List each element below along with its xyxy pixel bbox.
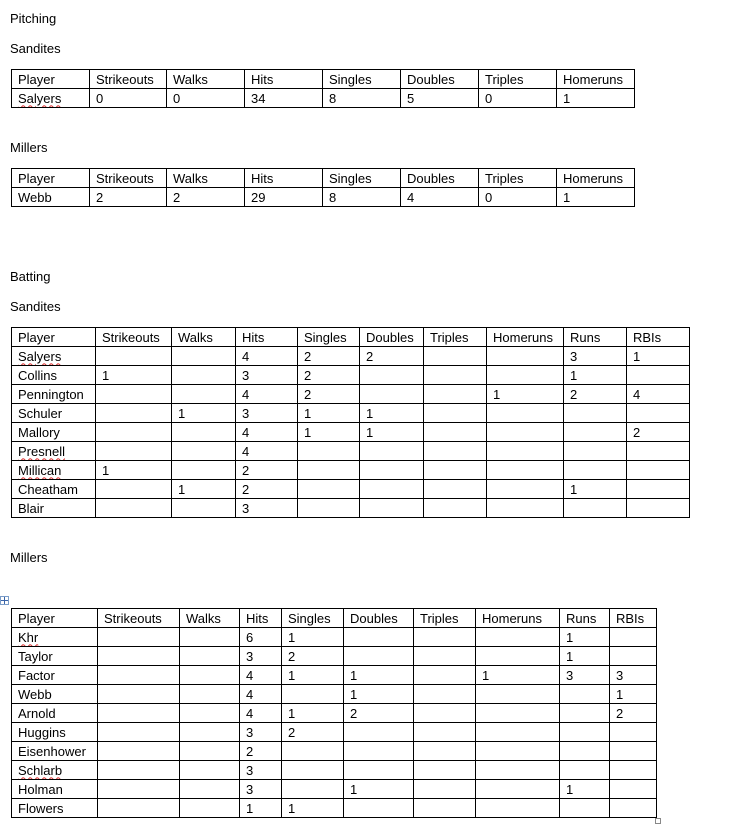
stat-cell xyxy=(180,628,240,647)
stat-cell xyxy=(424,423,487,442)
stat-cell: 1 xyxy=(560,628,610,647)
stat-cell xyxy=(610,799,657,818)
stat-cell xyxy=(487,461,564,480)
stat-cell: 3 xyxy=(240,761,282,780)
player-name-cell xyxy=(12,628,98,647)
table-row xyxy=(12,799,657,818)
stat-cell xyxy=(414,742,476,761)
stat-cell: 3 xyxy=(610,666,657,685)
stat-cell: 1 xyxy=(344,780,414,799)
stat-cell xyxy=(98,647,180,666)
stat-cell: 0 xyxy=(479,188,557,207)
player-name-cell: Factor xyxy=(12,666,98,685)
stat-cell xyxy=(414,723,476,742)
column-header: Doubles xyxy=(344,609,414,628)
stat-cell: 1 xyxy=(360,404,424,423)
stat-cell xyxy=(487,347,564,366)
stat-cell: 3 xyxy=(236,499,298,518)
stat-cell xyxy=(476,704,560,723)
stat-cell xyxy=(98,628,180,647)
stat-cell xyxy=(487,366,564,385)
stat-cell xyxy=(344,761,414,780)
stat-cell xyxy=(424,461,487,480)
spellcheck-marked-name: Presnell xyxy=(18,443,65,459)
column-header: Runs xyxy=(564,328,627,347)
stat-cell: 4 xyxy=(401,188,479,207)
stat-cell: 2 xyxy=(240,742,282,761)
table-row xyxy=(12,704,657,723)
stat-cell: 8 xyxy=(323,188,401,207)
stat-cell xyxy=(414,685,476,704)
player-name-cell xyxy=(12,347,96,366)
stat-cell: 2 xyxy=(282,723,344,742)
stat-cell xyxy=(560,799,610,818)
stat-cell xyxy=(627,461,690,480)
table-row xyxy=(12,628,657,647)
table-row xyxy=(12,347,690,366)
stat-cell xyxy=(424,347,487,366)
table-row xyxy=(12,442,690,461)
spellcheck-marked-name: Salyers xyxy=(18,90,62,106)
stat-cell xyxy=(564,423,627,442)
pitching-heading: Pitching xyxy=(10,11,57,26)
player-name-cell: Huggins xyxy=(12,723,98,742)
stat-cell: 1 xyxy=(96,461,172,480)
stat-cell xyxy=(180,647,240,666)
stat-cell: 1 xyxy=(282,799,344,818)
stat-cell xyxy=(414,761,476,780)
stat-cell xyxy=(172,423,236,442)
player-name-cell: Blair xyxy=(12,499,96,518)
stat-cell: 1 xyxy=(564,480,627,499)
table-row xyxy=(12,188,635,207)
stat-cell xyxy=(172,347,236,366)
stat-cell xyxy=(282,685,344,704)
stat-cell xyxy=(98,780,180,799)
stat-cell xyxy=(610,723,657,742)
stat-cell: 1 xyxy=(610,685,657,704)
stat-cell xyxy=(560,761,610,780)
stat-cell xyxy=(424,499,487,518)
stat-cell: 0 xyxy=(90,89,167,108)
column-header: Doubles xyxy=(401,70,479,89)
table-row xyxy=(12,742,657,761)
column-header: Homeruns xyxy=(557,70,635,89)
stat-cell: 4 xyxy=(236,442,298,461)
pitching-millers-table xyxy=(11,168,635,207)
spellcheck-marked-name: Millican xyxy=(18,462,62,478)
header-row xyxy=(12,328,690,347)
stat-cell: 3 xyxy=(236,404,298,423)
stat-cell xyxy=(414,666,476,685)
stat-cell xyxy=(344,742,414,761)
stat-cell: 6 xyxy=(240,628,282,647)
stat-cell xyxy=(172,499,236,518)
column-header: Hits xyxy=(245,169,323,188)
stat-cell xyxy=(424,366,487,385)
stat-cell xyxy=(344,799,414,818)
table-row xyxy=(12,385,690,404)
stat-cell xyxy=(180,723,240,742)
stat-cell: 0 xyxy=(479,89,557,108)
stat-cell: 2 xyxy=(360,347,424,366)
stat-cell xyxy=(627,366,690,385)
player-name-cell: Webb xyxy=(12,188,90,207)
stat-cell xyxy=(610,742,657,761)
stat-cell xyxy=(180,704,240,723)
column-header: Strikeouts xyxy=(98,609,180,628)
stat-cell: 1 xyxy=(360,423,424,442)
column-header: Homeruns xyxy=(476,609,560,628)
stat-cell xyxy=(476,780,560,799)
column-header: Strikeouts xyxy=(90,169,167,188)
column-header: Singles xyxy=(282,609,344,628)
column-header: Triples xyxy=(424,328,487,347)
stat-cell xyxy=(424,404,487,423)
player-name-cell: Mallory xyxy=(12,423,96,442)
stat-cell xyxy=(360,461,424,480)
stat-cell xyxy=(360,385,424,404)
stat-cell xyxy=(360,442,424,461)
table-resize-handle[interactable] xyxy=(655,818,661,824)
column-header: Singles xyxy=(323,169,401,188)
stat-cell: 1 xyxy=(560,647,610,666)
stat-cell xyxy=(360,499,424,518)
stat-cell: 4 xyxy=(627,385,690,404)
stat-cell xyxy=(98,723,180,742)
stat-cell: 4 xyxy=(240,685,282,704)
stat-cell: 2 xyxy=(236,480,298,499)
stat-cell xyxy=(414,647,476,666)
stat-cell: 4 xyxy=(236,385,298,404)
stat-cell xyxy=(282,761,344,780)
stat-cell xyxy=(476,685,560,704)
stat-cell xyxy=(96,423,172,442)
stat-cell xyxy=(487,404,564,423)
table-row xyxy=(12,461,690,480)
stat-cell: 3 xyxy=(236,366,298,385)
stat-cell xyxy=(360,480,424,499)
player-name-cell xyxy=(12,89,90,108)
stat-cell: 3 xyxy=(560,666,610,685)
header-row xyxy=(12,169,635,188)
column-header: Triples xyxy=(414,609,476,628)
stat-cell xyxy=(96,404,172,423)
batting-millers-table xyxy=(11,608,657,818)
stat-cell xyxy=(298,499,360,518)
batting-millers-label: Millers xyxy=(10,550,48,565)
stat-cell xyxy=(298,442,360,461)
header-row xyxy=(12,70,635,89)
stat-cell xyxy=(610,761,657,780)
stat-cell xyxy=(180,666,240,685)
player-name-cell: Holman xyxy=(12,780,98,799)
stat-cell xyxy=(180,742,240,761)
stat-cell xyxy=(476,799,560,818)
stat-cell xyxy=(487,499,564,518)
stat-cell xyxy=(98,799,180,818)
stat-cell: 2 xyxy=(627,423,690,442)
stat-cell: 2 xyxy=(344,704,414,723)
column-header: Singles xyxy=(298,328,360,347)
stat-cell: 1 xyxy=(487,385,564,404)
stat-cell xyxy=(360,366,424,385)
stat-cell: 1 xyxy=(476,666,560,685)
player-name-cell xyxy=(12,442,96,461)
column-header: Player xyxy=(12,169,90,188)
stat-cell xyxy=(560,685,610,704)
stat-cell xyxy=(476,628,560,647)
player-name-cell: Arnold xyxy=(12,704,98,723)
player-name-cell: Collins xyxy=(12,366,96,385)
stat-cell xyxy=(180,799,240,818)
stat-cell xyxy=(627,499,690,518)
player-name-cell: Schuler xyxy=(12,404,96,423)
column-header: Hits xyxy=(245,70,323,89)
stat-cell: 2 xyxy=(167,188,245,207)
stat-cell: 1 xyxy=(282,666,344,685)
stat-cell: 2 xyxy=(298,347,360,366)
stat-cell: 1 xyxy=(344,666,414,685)
stat-cell xyxy=(96,480,172,499)
stat-cell xyxy=(487,423,564,442)
spellcheck-marked-name: Khr xyxy=(18,629,39,645)
column-header: Doubles xyxy=(360,328,424,347)
stat-cell: 4 xyxy=(236,347,298,366)
stat-cell: 8 xyxy=(323,89,401,108)
stat-cell: 2 xyxy=(610,704,657,723)
stat-cell xyxy=(414,628,476,647)
stat-cell xyxy=(172,366,236,385)
stat-cell xyxy=(298,461,360,480)
stat-cell xyxy=(564,461,627,480)
stat-cell: 1 xyxy=(172,404,236,423)
stat-cell xyxy=(414,799,476,818)
stat-cell xyxy=(172,461,236,480)
column-header: RBIs xyxy=(627,328,690,347)
stat-cell: 1 xyxy=(240,799,282,818)
column-header: Hits xyxy=(236,328,298,347)
pitching-sandites-table xyxy=(11,69,635,108)
stat-cell: 1 xyxy=(557,89,635,108)
stat-cell: 2 xyxy=(564,385,627,404)
stat-cell xyxy=(476,761,560,780)
table-row xyxy=(12,366,690,385)
stat-cell xyxy=(564,442,627,461)
column-header: Walks xyxy=(167,70,245,89)
stat-cell: 2 xyxy=(236,461,298,480)
stat-cell xyxy=(564,499,627,518)
stat-cell: 1 xyxy=(282,628,344,647)
stat-cell: 1 xyxy=(96,366,172,385)
stat-cell xyxy=(627,404,690,423)
table-row xyxy=(12,685,657,704)
stat-cell xyxy=(414,704,476,723)
stat-cell xyxy=(282,742,344,761)
spellcheck-marked-name: Schlarb xyxy=(18,762,63,778)
table-row xyxy=(12,780,657,799)
column-header: Player xyxy=(12,609,98,628)
column-header: Triples xyxy=(479,70,557,89)
column-header: Strikeouts xyxy=(90,70,167,89)
stat-cell: 5 xyxy=(401,89,479,108)
stat-cell xyxy=(98,666,180,685)
stat-cell xyxy=(344,723,414,742)
stat-cell xyxy=(172,442,236,461)
column-header: Walks xyxy=(180,609,240,628)
player-name-cell: Taylor xyxy=(12,647,98,666)
stat-cell xyxy=(98,704,180,723)
stat-cell xyxy=(610,780,657,799)
column-header: Player xyxy=(12,70,90,89)
stat-cell: 0 xyxy=(167,89,245,108)
stat-cell: 1 xyxy=(627,347,690,366)
stat-cell xyxy=(560,723,610,742)
stat-cell: 2 xyxy=(298,366,360,385)
stat-cell: 1 xyxy=(298,423,360,442)
column-header: Strikeouts xyxy=(96,328,172,347)
stat-cell xyxy=(487,442,564,461)
stat-cell: 3 xyxy=(564,347,627,366)
column-header: Singles xyxy=(323,70,401,89)
batting-sandites-label: Sandites xyxy=(10,299,61,314)
stat-cell xyxy=(560,742,610,761)
stat-cell xyxy=(487,480,564,499)
column-header: Doubles xyxy=(401,169,479,188)
table-row xyxy=(12,647,657,666)
stat-cell xyxy=(564,404,627,423)
stat-cell xyxy=(476,723,560,742)
stat-cell xyxy=(96,442,172,461)
stat-cell: 4 xyxy=(240,704,282,723)
column-header: Homeruns xyxy=(487,328,564,347)
column-header: Homeruns xyxy=(557,169,635,188)
stat-cell: 1 xyxy=(560,780,610,799)
stat-cell: 3 xyxy=(240,647,282,666)
stat-cell xyxy=(180,761,240,780)
stat-cell xyxy=(180,685,240,704)
stat-cell xyxy=(424,385,487,404)
stat-cell: 34 xyxy=(245,89,323,108)
stat-cell xyxy=(560,704,610,723)
stat-cell xyxy=(476,647,560,666)
batting-sandites-table xyxy=(11,327,690,518)
stat-cell: 1 xyxy=(298,404,360,423)
stat-cell xyxy=(627,480,690,499)
column-header: Hits xyxy=(240,609,282,628)
table-row xyxy=(12,404,690,423)
batting-heading: Batting xyxy=(10,269,51,284)
stat-cell: 1 xyxy=(282,704,344,723)
pitching-sandites-label: Sandites xyxy=(10,41,61,56)
stat-cell xyxy=(96,347,172,366)
column-header: Runs xyxy=(560,609,610,628)
stat-cell: 3 xyxy=(240,780,282,799)
stat-cell: 1 xyxy=(564,366,627,385)
spellcheck-marked-name: Salyers xyxy=(18,348,62,364)
player-name-cell xyxy=(12,761,98,780)
stat-cell xyxy=(98,742,180,761)
stat-cell: 1 xyxy=(344,685,414,704)
column-header: Walks xyxy=(167,169,245,188)
stat-cell: 29 xyxy=(245,188,323,207)
stat-cell xyxy=(424,480,487,499)
stat-cell xyxy=(180,780,240,799)
table-row xyxy=(12,480,690,499)
column-header: Player xyxy=(12,328,96,347)
stat-cell xyxy=(610,647,657,666)
stat-cell xyxy=(282,780,344,799)
player-name-cell: Webb xyxy=(12,685,98,704)
stat-cell xyxy=(344,647,414,666)
stat-cell: 3 xyxy=(240,723,282,742)
stat-cell xyxy=(172,385,236,404)
stat-cell xyxy=(298,480,360,499)
column-header: Walks xyxy=(172,328,236,347)
stat-cell: 2 xyxy=(90,188,167,207)
stat-cell xyxy=(627,442,690,461)
stat-cell xyxy=(476,742,560,761)
stat-cell xyxy=(414,780,476,799)
player-name-cell: Pennington xyxy=(12,385,96,404)
column-header: Triples xyxy=(479,169,557,188)
stat-cell: 1 xyxy=(557,188,635,207)
table-row xyxy=(12,499,690,518)
stat-cell xyxy=(344,628,414,647)
stat-cell: 2 xyxy=(298,385,360,404)
stat-cell xyxy=(610,628,657,647)
player-name-cell: Eisenhower xyxy=(12,742,98,761)
header-row xyxy=(12,609,657,628)
stat-cell: 2 xyxy=(282,647,344,666)
player-name-cell: Flowers xyxy=(12,799,98,818)
stat-cell: 4 xyxy=(236,423,298,442)
stat-cell xyxy=(98,685,180,704)
stat-cell xyxy=(424,442,487,461)
stat-cell: 4 xyxy=(240,666,282,685)
table-move-handle-icon[interactable] xyxy=(0,596,9,605)
stat-cell xyxy=(96,499,172,518)
stat-cell xyxy=(98,761,180,780)
player-name-cell xyxy=(12,461,96,480)
stat-cell: 1 xyxy=(172,480,236,499)
table-row xyxy=(12,761,657,780)
table-row xyxy=(12,89,635,108)
table-row xyxy=(12,666,657,685)
column-header: RBIs xyxy=(610,609,657,628)
pitching-millers-label: Millers xyxy=(10,140,48,155)
stat-cell xyxy=(96,385,172,404)
table-row xyxy=(12,723,657,742)
table-row xyxy=(12,423,690,442)
player-name-cell: Cheatham xyxy=(12,480,96,499)
